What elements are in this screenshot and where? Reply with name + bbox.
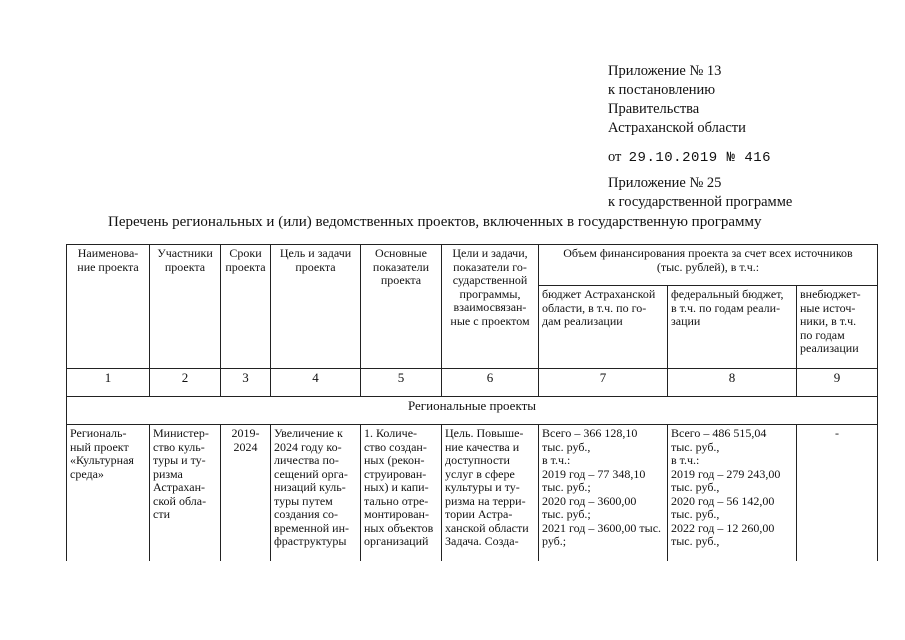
header-terms: Сроки проекта — [221, 245, 271, 369]
cell-terms: 2019- 2024 — [221, 425, 271, 561]
projects-table — [66, 244, 878, 561]
annex-date-line — [608, 148, 792, 168]
header-participants: Участники проекта — [150, 245, 221, 369]
cell-indicators: 1. Количе- ство создан- ных (рекон- струирован- ных) и капи- тально отре- монтирован- ных объектов организаций — [361, 425, 442, 561]
header-indicators: Основные показатели проекта — [361, 245, 442, 369]
column-number: 9 — [797, 369, 878, 397]
cell-participants: Министер- ство куль- туры и ту- ризма Астрахан- ской обла- сти — [150, 425, 221, 561]
cell-project-name: Региональ- ный проект «Культурная среда» — [67, 425, 150, 561]
section-title: Региональные проекты — [67, 397, 878, 425]
header-program-goals: Цели и задачи, показатели го- сударственной программы, взаимосвязан- ные с проектом — [442, 245, 539, 369]
column-number: 4 — [271, 369, 361, 397]
cell-federal-budget: Всего – 486 515,04 тыс. руб., в т.ч.: 2019 год – 279 243,00 тыс. руб., 2020 год – 56 142,00 тыс. руб., 2022 год – 12 260,00 тыс. руб., — [668, 425, 797, 561]
header-extra-budget: внебюджет- ные источ- ники, в т.ч. по годам реализации — [797, 286, 878, 369]
document-title: Перечень региональных и (или) ведомственных проектов, включенных в государственную программу — [108, 214, 762, 230]
header-name: Наименова- ние проекта — [67, 245, 150, 369]
annex-line-7: к государственной программе — [608, 194, 793, 210]
annex-line-4: Астраханской области — [608, 120, 746, 136]
column-number: 1 — [67, 369, 150, 397]
header-goal: Цель и задачи проекта — [271, 245, 361, 369]
annex-line-2: к постановлению — [608, 82, 716, 98]
column-number: 5 — [361, 369, 442, 397]
section-row — [67, 397, 878, 425]
annex-line-1: Приложение № 13 — [608, 63, 722, 79]
cell-regional-budget: Всего – 366 128,10 тыс. руб., в т.ч.: 2019 год – 77 348,10 тыс. руб.; 2020 год – 3600,00 тыс. руб.; 2021 год – 3600,00 тыс. руб.; — [539, 425, 668, 561]
column-number: 2 — [150, 369, 221, 397]
header-row-1 — [67, 245, 878, 286]
cell-extra-budget: - — [797, 425, 878, 561]
column-number: 3 — [221, 369, 271, 397]
annex-date-value: 29.10.2019 № 416 — [628, 150, 772, 166]
column-number: 7 — [539, 369, 668, 397]
header-regional-budget: бюджет Астраханской области, в т.ч. по го- дам реализации — [539, 286, 668, 369]
cell-goal: Увеличение к 2024 году ко- личества по- сещений орга- низаций куль- туры путем создания со- временной ин- фраструктуры — [271, 425, 361, 561]
annex-block — [608, 62, 792, 212]
column-number: 6 — [442, 369, 539, 397]
annex-line-6: Приложение № 25 — [608, 175, 722, 191]
cell-program-goals: Цель. Повыше- ние качества и доступности услуг в сфере культуры и ту- ризма на терри- тории Астра- ханской области Задача. Созда- — [442, 425, 539, 561]
column-number: 8 — [668, 369, 797, 397]
annex-line-3: Правительства — [608, 101, 700, 117]
header-federal-budget: федеральный бюджет, в т.ч. по годам реали- зации — [668, 286, 797, 369]
column-number-row — [67, 369, 878, 397]
annex-date-prefix: от — [608, 149, 622, 165]
table-row — [67, 425, 878, 561]
header-financing: Объем финансирования проекта за счет всех источников (тыс. рублей), в т.ч.: — [539, 245, 878, 286]
